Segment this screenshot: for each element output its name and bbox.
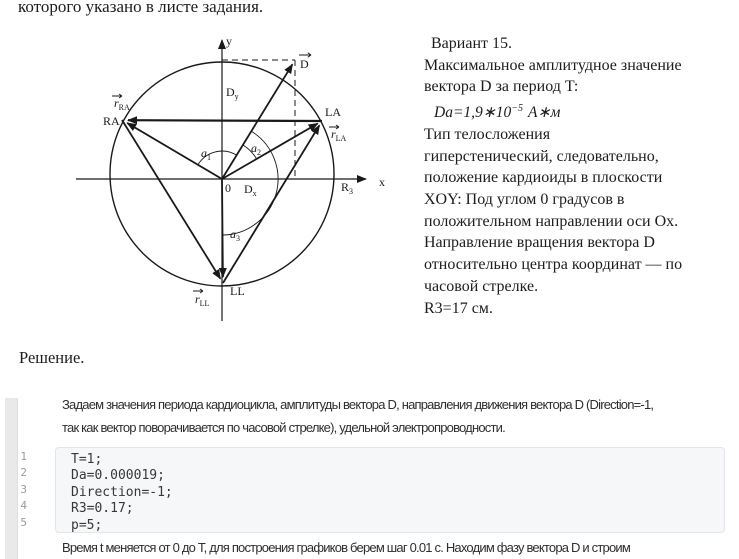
point-ra-label: RA [103, 114, 120, 128]
line-number: 4 [20, 499, 27, 513]
r3-label: $R_3$ [341, 180, 354, 196]
code-intro-line: так как вектор поворачивается по часовой стрелке), удельной электропроводности. [62, 420, 505, 435]
origin-label: 0 [225, 181, 231, 195]
dx-label: $D_x$ [244, 182, 257, 198]
info-body-line: часовой стрелке. [424, 277, 539, 295]
code-line: R3=0.17; [71, 501, 134, 517]
code-line: T=1; [71, 452, 103, 467]
line-number: 2 [20, 466, 27, 480]
info-body-line: XOY: Под углом 0 градусов в [424, 191, 625, 209]
code-outro-line: Время t меняется от 0 до T, для построения графиков берем шаг 0.01 с. Находим фазу вектора D и строим [62, 540, 630, 555]
angle-a1-label: $a_1$ [201, 146, 211, 162]
code-line-numbers [0, 449, 27, 531]
amplitude-line-2: вектора D за период T: [424, 78, 579, 96]
angle-a3-label: $a_3$ [230, 227, 240, 243]
line-number: 5 [20, 515, 27, 529]
variant-info-panel [424, 33, 738, 319]
dy-label: $D_y$ [226, 85, 239, 101]
x-axis-label: x [379, 175, 385, 189]
formula-unit: A∗м [528, 104, 561, 122]
point-la-label: LA [325, 105, 341, 119]
top-paragraph: которого указано в листе задания. [18, 0, 264, 16]
r-ll-label: $r_{LL}$ [195, 292, 210, 308]
info-body-line: Направление вращения вектора D [424, 234, 655, 252]
line-number: 3 [20, 482, 27, 496]
formula-base: Da=1,9∗10 [434, 104, 512, 122]
einthoven-triangle-diagram [68, 26, 413, 328]
info-body-line: Тип телосложения [424, 125, 551, 143]
formula-exponent: −5 [511, 103, 524, 115]
code-line: Direction=-1; [71, 484, 173, 500]
info-body-line: гиперстенический, следовательно, [424, 147, 659, 165]
info-body-line: положительном направлении оси Ox. [424, 212, 679, 230]
code-block [55, 447, 725, 533]
point-ll-label: LL [230, 284, 245, 298]
r-ra-label: $r_{RA}$ [114, 96, 130, 112]
d-vector-label: D [300, 57, 309, 71]
variant-title: Вариант 15. [431, 35, 512, 52]
y-axis-label: y [226, 34, 232, 48]
info-body-line: R3=17 см. [424, 299, 493, 317]
amplitude-formula [424, 98, 738, 124]
line-number: 1 [20, 450, 27, 463]
code-line: Da=0.000019; [71, 468, 165, 484]
lead-ll-la-line [223, 125, 319, 283]
lead-ra-ll-line [122, 120, 220, 279]
vector-r-ll [222, 179, 223, 277]
info-body-line: относительно центра координат — по [424, 256, 683, 274]
code-line: p=5; [71, 517, 103, 533]
r-la-label: $r_{LA}$ [331, 127, 347, 143]
amplitude-line-1: Максимальное амплитудное значение [424, 56, 682, 74]
solution-heading: Решение. [19, 348, 85, 367]
angle-a2-label: $a_2$ [251, 141, 261, 157]
info-body-line: положение кардиоиды в плоскости [424, 169, 663, 187]
lead-la-ra-line [128, 120, 322, 121]
code-intro-line: Задаем значения периода кардиоцикла, амплитуды вектора D, направления движения вектора D (Direction=-1, [62, 397, 654, 412]
